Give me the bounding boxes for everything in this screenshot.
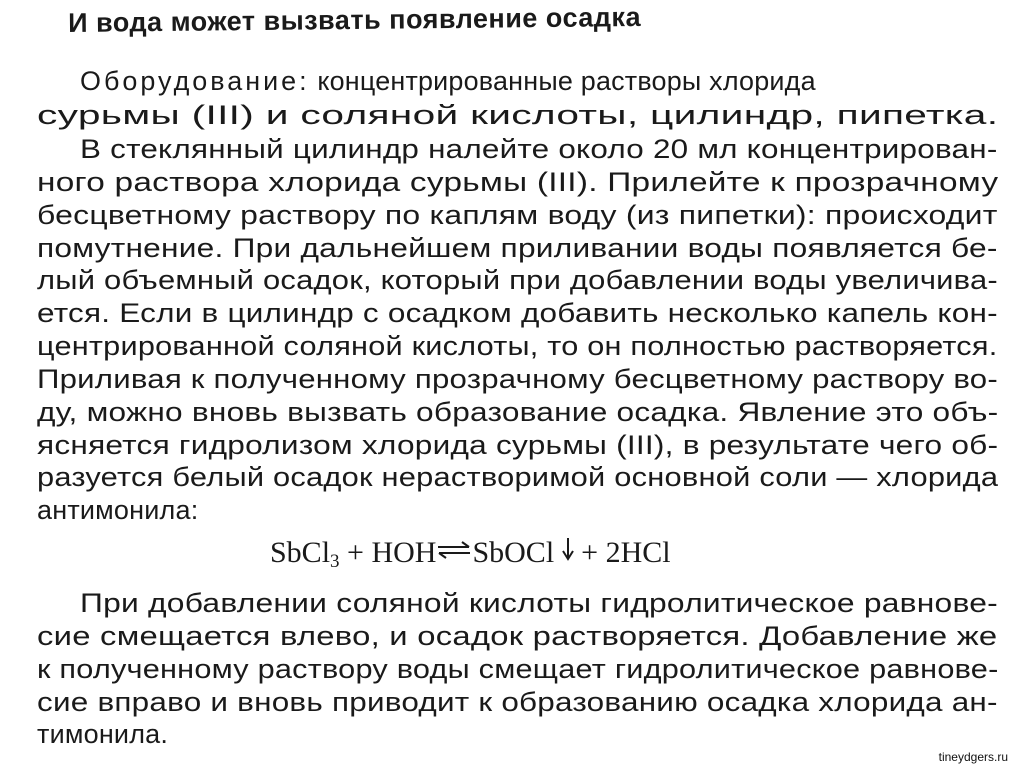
paragraph-2-line: сие вправо и вновь приводит к образованию осадка хлорида ан- bbox=[37, 687, 998, 717]
paragraph-2-line: к полученному раствору воды смещает гидролитическое равнове- bbox=[37, 654, 999, 684]
equipment-label: Оборудование: bbox=[80, 66, 310, 96]
section-heading: И вода может вызвать появление осадка bbox=[68, 2, 642, 38]
paragraph-1-line: ется. Если в цилиндр с осадком добавить несколько капель кон- bbox=[37, 298, 998, 328]
eq-plus-2: + bbox=[581, 536, 599, 569]
paragraph-2-line: тимонила. bbox=[37, 719, 169, 749]
paragraph-1-line: разуется белый осадок нерастворимой основной соли — хлорида bbox=[37, 462, 999, 492]
paragraph-1-line: центрированной соляной кислоты, то он полностью растворяется. bbox=[37, 331, 998, 361]
equipment-line-2: сурьмы (III) и соляной кислоты, цилиндр, пипетка. bbox=[37, 100, 999, 130]
paragraph-1-line: лый объемный осадок, который при добавлении воды увеличива- bbox=[37, 265, 998, 295]
paragraph-1-line: ду, можно вновь вызвать образование осадка. Явление это объ- bbox=[37, 397, 999, 427]
eq-subscript: 3 bbox=[330, 551, 340, 572]
paragraph-1-line: антимонила: bbox=[37, 495, 199, 525]
eq-product-1: SbOCl bbox=[472, 536, 555, 569]
precipitate-arrow-icon bbox=[562, 536, 574, 570]
eq-reactant-2: HOH bbox=[371, 536, 437, 569]
paragraph-1-line: бесцветному раствору по каплям воду (из пипетки): происходит bbox=[37, 200, 998, 230]
paragraph-1-line: В стеклянный цилиндр налейте около 20 мл концентрирован- bbox=[80, 134, 998, 164]
paragraph-1-line: ного раствора хлорида сурьмы (III). Прилейте к прозрачному bbox=[37, 167, 999, 197]
equipment-text-1: концентрированные растворы хлорида bbox=[309, 66, 816, 96]
paragraph-2-line: При добавлении соляной кислоты гидролитическое равнове- bbox=[80, 588, 998, 618]
source-watermark: tineydgers.ru bbox=[938, 750, 1008, 764]
paragraph-2-line: сие смещается влево, и осадок растворяется. Добавление же bbox=[37, 621, 998, 651]
paragraph-1-line: помутнение. При дальнейшем приливании воды появляется бе- bbox=[37, 233, 998, 263]
paragraph-1-line: Приливая к полученному прозрачному бесцветному раствору во- bbox=[37, 364, 998, 394]
eq-product-2: 2HCl bbox=[605, 536, 671, 569]
eq-plus-1: + bbox=[347, 536, 364, 569]
equilibrium-arrow-icon bbox=[436, 540, 472, 560]
paragraph-1-line: ясняется гидролизом хлорида сурьмы (III), в результате чего об- bbox=[37, 430, 999, 460]
chemical-equation bbox=[270, 536, 671, 573]
equipment-line-1 bbox=[80, 68, 998, 95]
eq-reactant-1: SbCl bbox=[270, 536, 331, 569]
